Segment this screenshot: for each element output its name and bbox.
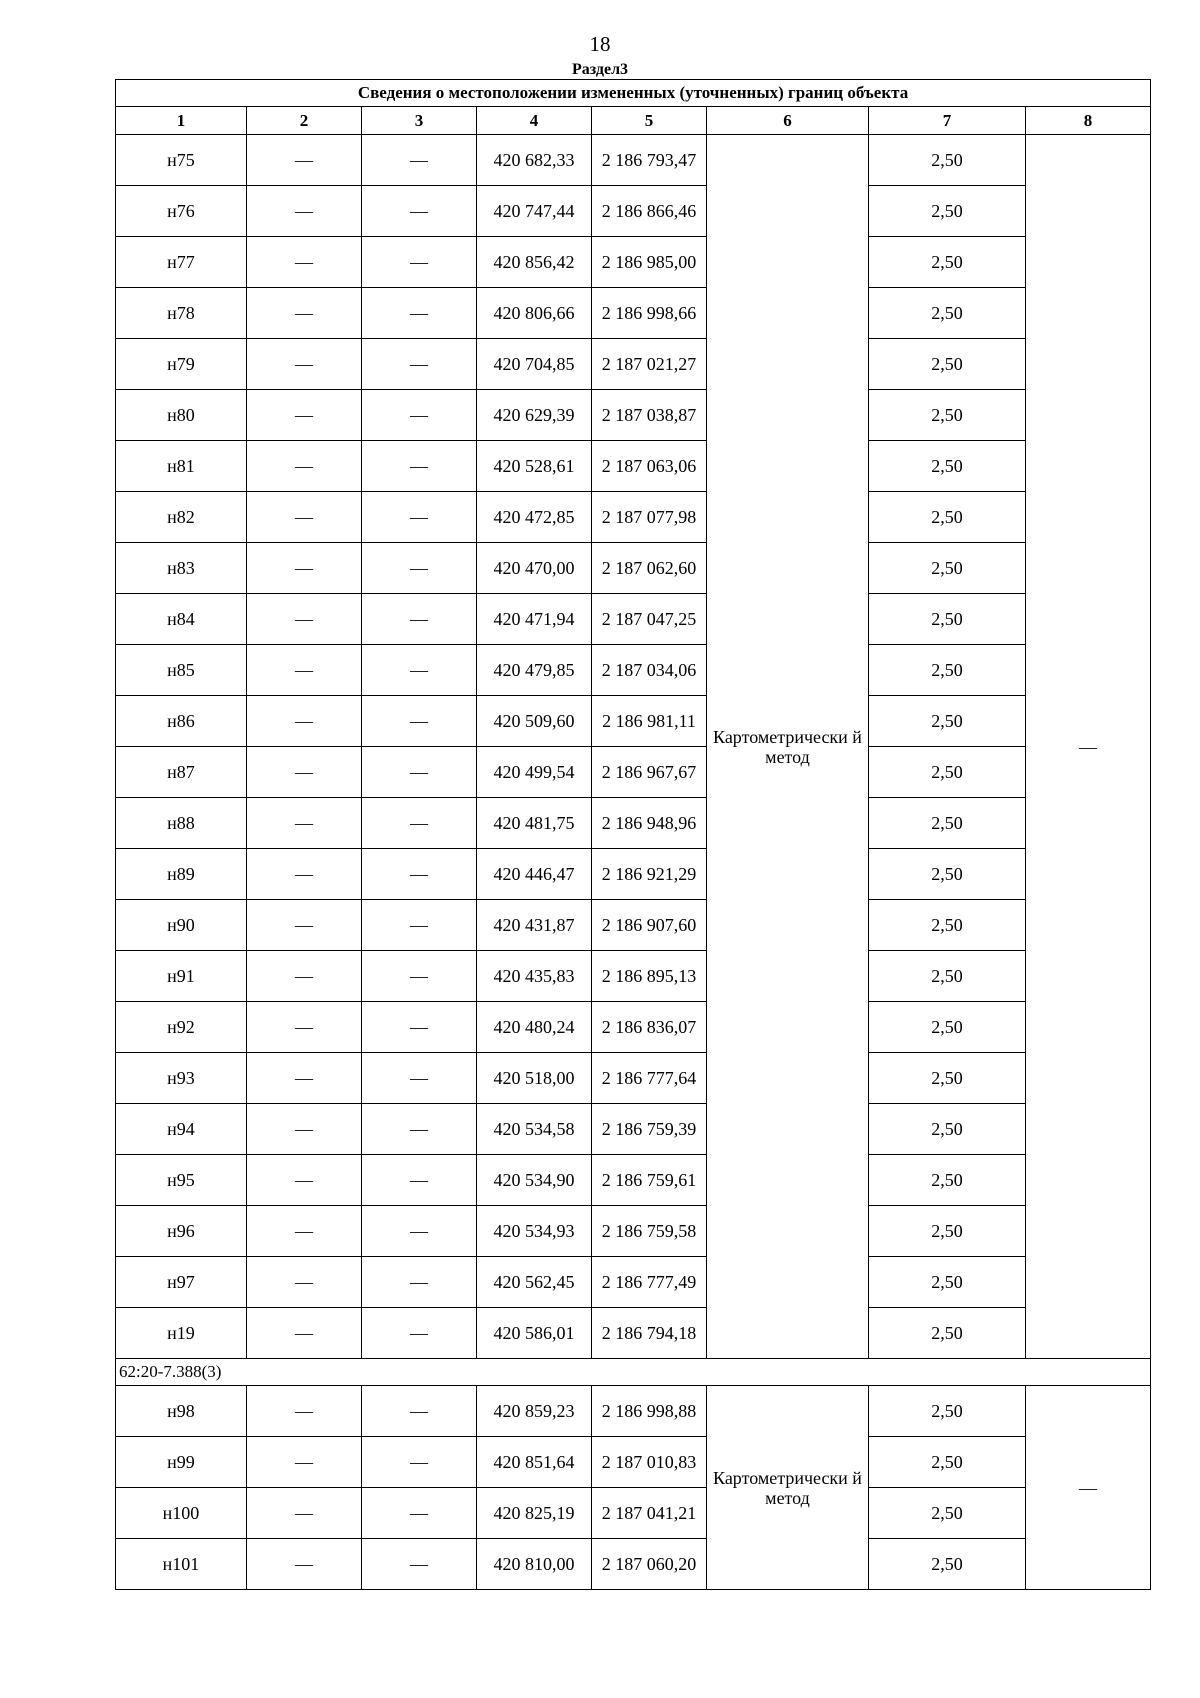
x-coordinate-cell: 420 509,60 [477, 696, 592, 747]
y-coordinate-cell: 2 187 062,60 [592, 543, 707, 594]
accuracy-cell: 2,50 [869, 543, 1026, 594]
point-name-cell: н79 [116, 339, 247, 390]
x-coordinate-cell: 420 856,42 [477, 237, 592, 288]
dash-cell-col3: — [362, 1437, 477, 1488]
y-coordinate-cell: 2 186 985,00 [592, 237, 707, 288]
accuracy-cell: 2,50 [869, 339, 1026, 390]
dash-cell-col2: — [247, 1155, 362, 1206]
y-coordinate-cell: 2 187 077,98 [592, 492, 707, 543]
x-coordinate-cell: 420 629,39 [477, 390, 592, 441]
column8-cell: — [1026, 135, 1151, 1359]
column-header-3: 3 [362, 107, 477, 135]
dash-cell-col3: — [362, 237, 477, 288]
y-coordinate-cell: 2 186 895,13 [592, 951, 707, 1002]
dash-cell-col3: — [362, 696, 477, 747]
x-coordinate-cell: 420 747,44 [477, 186, 592, 237]
y-coordinate-cell: 2 186 981,11 [592, 696, 707, 747]
point-name-cell: н84 [116, 594, 247, 645]
accuracy-cell: 2,50 [869, 1386, 1026, 1437]
dash-cell-col3: — [362, 390, 477, 441]
accuracy-cell: 2,50 [869, 1002, 1026, 1053]
dash-cell-col3: — [362, 1386, 477, 1437]
x-coordinate-cell: 420 825,19 [477, 1488, 592, 1539]
x-coordinate-cell: 420 534,93 [477, 1206, 592, 1257]
x-coordinate-cell: 420 431,87 [477, 900, 592, 951]
table-row [116, 798, 1151, 849]
dash-cell-col2: — [247, 1206, 362, 1257]
column8-cell: — [1026, 1386, 1151, 1590]
table-row [116, 135, 1151, 186]
dash-cell-col2: — [247, 186, 362, 237]
accuracy-cell: 2,50 [869, 1488, 1026, 1539]
dash-cell-col3: — [362, 1002, 477, 1053]
point-name-cell: н85 [116, 645, 247, 696]
x-coordinate-cell: 420 499,54 [477, 747, 592, 798]
point-name-cell: н76 [116, 186, 247, 237]
point-name-cell: н100 [116, 1488, 247, 1539]
table-row [116, 1104, 1151, 1155]
x-coordinate-cell: 420 562,45 [477, 1257, 592, 1308]
y-coordinate-cell: 2 186 998,66 [592, 288, 707, 339]
accuracy-cell: 2,50 [869, 1206, 1026, 1257]
dash-cell-col3: — [362, 645, 477, 696]
dash-cell-col2: — [247, 543, 362, 594]
dash-cell-col2: — [247, 951, 362, 1002]
table-row [116, 951, 1151, 1002]
accuracy-cell: 2,50 [869, 849, 1026, 900]
x-coordinate-cell: 420 534,58 [477, 1104, 592, 1155]
dash-cell-col3: — [362, 543, 477, 594]
y-coordinate-cell: 2 187 041,21 [592, 1488, 707, 1539]
accuracy-cell: 2,50 [869, 1539, 1026, 1590]
x-coordinate-cell: 420 470,00 [477, 543, 592, 594]
dash-cell-col3: — [362, 492, 477, 543]
dash-cell-col2: — [247, 1104, 362, 1155]
dash-cell-col2: — [247, 288, 362, 339]
dash-cell-col2: — [247, 900, 362, 951]
x-coordinate-cell: 420 704,85 [477, 339, 592, 390]
group-label: 62:20-7.388(3) [116, 1359, 1151, 1386]
dash-cell-col3: — [362, 288, 477, 339]
dash-cell-col2: — [247, 237, 362, 288]
y-coordinate-cell: 2 186 759,39 [592, 1104, 707, 1155]
point-name-cell: н101 [116, 1539, 247, 1590]
point-name-cell: н88 [116, 798, 247, 849]
x-coordinate-cell: 420 859,23 [477, 1386, 592, 1437]
dash-cell-col2: — [247, 390, 362, 441]
dash-cell-col3: — [362, 849, 477, 900]
point-name-cell: н81 [116, 441, 247, 492]
x-coordinate-cell: 420 810,00 [477, 1539, 592, 1590]
accuracy-cell: 2,50 [869, 951, 1026, 1002]
accuracy-cell: 2,50 [869, 1053, 1026, 1104]
table-row [116, 645, 1151, 696]
table-row [116, 339, 1151, 390]
point-name-cell: н89 [116, 849, 247, 900]
y-coordinate-cell: 2 186 948,96 [592, 798, 707, 849]
table-row [116, 1386, 1151, 1437]
accuracy-cell: 2,50 [869, 186, 1026, 237]
y-coordinate-cell: 2 186 866,46 [592, 186, 707, 237]
table-row [116, 1053, 1151, 1104]
x-coordinate-cell: 420 446,47 [477, 849, 592, 900]
column-header-row [116, 107, 1151, 135]
table-row [116, 1539, 1151, 1590]
point-name-cell: н83 [116, 543, 247, 594]
point-name-cell: н96 [116, 1206, 247, 1257]
table-row [116, 237, 1151, 288]
x-coordinate-cell: 420 435,83 [477, 951, 592, 1002]
dash-cell-col3: — [362, 1539, 477, 1590]
accuracy-cell: 2,50 [869, 747, 1026, 798]
point-name-cell: н77 [116, 237, 247, 288]
table-row [116, 288, 1151, 339]
y-coordinate-cell: 2 186 794,18 [592, 1308, 707, 1359]
x-coordinate-cell: 420 518,00 [477, 1053, 592, 1104]
column-header-6: 6 [707, 107, 869, 135]
x-coordinate-cell: 420 471,94 [477, 594, 592, 645]
column-header-1: 1 [116, 107, 247, 135]
dash-cell-col2: — [247, 339, 362, 390]
y-coordinate-cell: 2 186 921,29 [592, 849, 707, 900]
dash-cell-col2: — [247, 1437, 362, 1488]
dash-cell-col3: — [362, 441, 477, 492]
y-coordinate-cell: 2 186 998,88 [592, 1386, 707, 1437]
accuracy-cell: 2,50 [869, 696, 1026, 747]
table-row [116, 1488, 1151, 1539]
dash-cell-col3: — [362, 798, 477, 849]
table-row [116, 1155, 1151, 1206]
x-coordinate-cell: 420 682,33 [477, 135, 592, 186]
y-coordinate-cell: 2 187 063,06 [592, 441, 707, 492]
dash-cell-col2: — [247, 849, 362, 900]
boundary-coordinates-table [115, 79, 1151, 1590]
point-name-cell: н92 [116, 1002, 247, 1053]
accuracy-cell: 2,50 [869, 135, 1026, 186]
table-row [116, 1206, 1151, 1257]
dash-cell-col2: — [247, 135, 362, 186]
column-header-5: 5 [592, 107, 707, 135]
accuracy-cell: 2,50 [869, 594, 1026, 645]
x-coordinate-cell: 420 806,66 [477, 288, 592, 339]
y-coordinate-cell: 2 187 021,27 [592, 339, 707, 390]
point-name-cell: н97 [116, 1257, 247, 1308]
column-header-2: 2 [247, 107, 362, 135]
accuracy-cell: 2,50 [869, 492, 1026, 543]
method-cell: Картометрически й метод [707, 135, 869, 1359]
x-coordinate-cell: 420 472,85 [477, 492, 592, 543]
point-name-cell: н82 [116, 492, 247, 543]
accuracy-cell: 2,50 [869, 288, 1026, 339]
table-row [116, 1437, 1151, 1488]
table-row [116, 1002, 1151, 1053]
dash-cell-col2: — [247, 747, 362, 798]
y-coordinate-cell: 2 186 793,47 [592, 135, 707, 186]
table-row [116, 441, 1151, 492]
section-title: Раздел3 [571, 61, 629, 78]
dash-cell-col3: — [362, 1053, 477, 1104]
point-name-cell: н87 [116, 747, 247, 798]
dash-cell-col2: — [247, 645, 362, 696]
y-coordinate-cell: 2 186 759,58 [592, 1206, 707, 1257]
dash-cell-col3: — [362, 339, 477, 390]
table-caption: Сведения о местоположении измененных (уточненных) границ объекта [116, 80, 1151, 107]
table-row [116, 849, 1151, 900]
column-header-4: 4 [477, 107, 592, 135]
dash-cell-col3: — [362, 594, 477, 645]
dash-cell-col2: — [247, 798, 362, 849]
point-name-cell: н93 [116, 1053, 247, 1104]
y-coordinate-cell: 2 187 047,25 [592, 594, 707, 645]
x-coordinate-cell: 420 851,64 [477, 1437, 592, 1488]
x-coordinate-cell: 420 480,24 [477, 1002, 592, 1053]
y-coordinate-cell: 2 186 777,49 [592, 1257, 707, 1308]
accuracy-cell: 2,50 [869, 798, 1026, 849]
dash-cell-col2: — [247, 441, 362, 492]
point-name-cell: н78 [116, 288, 247, 339]
y-coordinate-cell: 2 186 777,64 [592, 1053, 707, 1104]
dash-cell-col2: — [247, 594, 362, 645]
method-cell: Картометрически й метод [707, 1386, 869, 1590]
accuracy-cell: 2,50 [869, 237, 1026, 288]
point-name-cell: н91 [116, 951, 247, 1002]
dash-cell-col2: — [247, 1308, 362, 1359]
accuracy-cell: 2,50 [869, 900, 1026, 951]
point-name-cell: н86 [116, 696, 247, 747]
accuracy-cell: 2,50 [869, 441, 1026, 492]
y-coordinate-cell: 2 186 759,61 [592, 1155, 707, 1206]
accuracy-cell: 2,50 [869, 1257, 1026, 1308]
dash-cell-col2: — [247, 1386, 362, 1437]
dash-cell-col2: — [247, 1257, 362, 1308]
table-row [116, 543, 1151, 594]
accuracy-cell: 2,50 [869, 1308, 1026, 1359]
page-number: 18 [589, 32, 611, 56]
x-coordinate-cell: 420 528,61 [477, 441, 592, 492]
dash-cell-col3: — [362, 900, 477, 951]
table-row [116, 186, 1151, 237]
group-label-row [116, 1359, 1151, 1386]
table-row [116, 594, 1151, 645]
point-name-cell: н99 [116, 1437, 247, 1488]
dash-cell-col3: — [362, 1104, 477, 1155]
dash-cell-col2: — [247, 1539, 362, 1590]
point-name-cell: н95 [116, 1155, 247, 1206]
dash-cell-col3: — [362, 1488, 477, 1539]
point-name-cell: н94 [116, 1104, 247, 1155]
accuracy-cell: 2,50 [869, 1104, 1026, 1155]
y-coordinate-cell: 2 187 034,06 [592, 645, 707, 696]
table-row [116, 492, 1151, 543]
dash-cell-col2: — [247, 1002, 362, 1053]
dash-cell-col3: — [362, 747, 477, 798]
table-row [116, 1257, 1151, 1308]
accuracy-cell: 2,50 [869, 1437, 1026, 1488]
table-row [116, 696, 1151, 747]
dash-cell-col3: — [362, 951, 477, 1002]
x-coordinate-cell: 420 481,75 [477, 798, 592, 849]
dash-cell-col3: — [362, 1206, 477, 1257]
column-header-8: 8 [1026, 107, 1151, 135]
point-name-cell: н80 [116, 390, 247, 441]
x-coordinate-cell: 420 586,01 [477, 1308, 592, 1359]
point-name-cell: н90 [116, 900, 247, 951]
dash-cell-col3: — [362, 1155, 477, 1206]
x-coordinate-cell: 420 479,85 [477, 645, 592, 696]
point-name-cell: н75 [116, 135, 247, 186]
y-coordinate-cell: 2 186 967,67 [592, 747, 707, 798]
table-row [116, 900, 1151, 951]
point-name-cell: н19 [116, 1308, 247, 1359]
dash-cell-col2: — [247, 492, 362, 543]
column-header-7: 7 [869, 107, 1026, 135]
dash-cell-col2: — [247, 696, 362, 747]
table-row [116, 747, 1151, 798]
dash-cell-col3: — [362, 1308, 477, 1359]
dash-cell-col2: — [247, 1053, 362, 1104]
point-name-cell: н98 [116, 1386, 247, 1437]
y-coordinate-cell: 2 187 060,20 [592, 1539, 707, 1590]
y-coordinate-cell: 2 187 038,87 [592, 390, 707, 441]
table-row [116, 1308, 1151, 1359]
accuracy-cell: 2,50 [869, 390, 1026, 441]
y-coordinate-cell: 2 186 836,07 [592, 1002, 707, 1053]
dash-cell-col3: — [362, 1257, 477, 1308]
x-coordinate-cell: 420 534,90 [477, 1155, 592, 1206]
dash-cell-col3: — [362, 135, 477, 186]
accuracy-cell: 2,50 [869, 1155, 1026, 1206]
y-coordinate-cell: 2 187 010,83 [592, 1437, 707, 1488]
table-row [116, 390, 1151, 441]
dash-cell-col2: — [247, 1488, 362, 1539]
y-coordinate-cell: 2 186 907,60 [592, 900, 707, 951]
accuracy-cell: 2,50 [869, 645, 1026, 696]
dash-cell-col3: — [362, 186, 477, 237]
